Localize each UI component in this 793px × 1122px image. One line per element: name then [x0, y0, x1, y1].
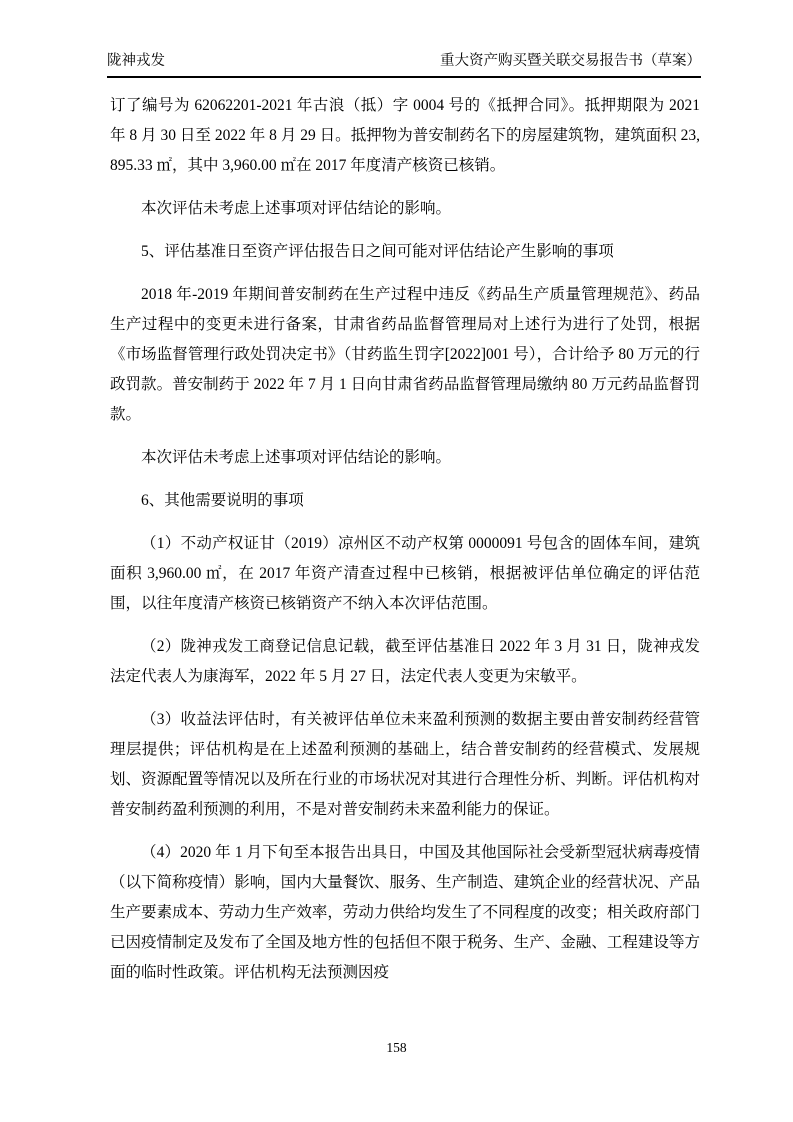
paragraph-continuation: 订了编号为 62062201-2021 年古浪（抵）字 0004 号的《抵押合同》。抵押期限为 2021 年 8 月 30 日至 2022 年 8 月 29 日。抵押物为普安制药名下的房屋建筑物，建筑面积 23,895.33 ㎡，其中 3,960.00 ㎡在 2017 年度清产核资已核销。: [110, 97, 700, 174]
paragraph-item-3: （3）收益法评估时，有关被评估单位未来盈利预测的数据主要由普安制药经营管理层提供；评估机构是在上述盈利预测的基础上，结合普安制药的经营模式、发展规划、资源配置等情况以及所在行业的市场状况对其进行合理性分析、判断。评估机构对普安制药盈利预测的利用，不是对普安制药未来盈利能力的保证。: [110, 711, 700, 818]
page-number: 158: [386, 1040, 407, 1055]
page-footer: [0, 1039, 793, 1057]
paragraph-item-1: （1）不动产权证甘（2019）凉州区不动产权第 0000091 号包含的固体车间，建筑面积 3,960.00 ㎡，在 2017 年资产清查过程中已核销，根据被评估单位确定的评估范围，以往年度清产核资已核销资产不纳入本次评估范围。: [110, 535, 700, 612]
section-heading-5: 5、评估基准日至资产评估报告日之间可能对评估结论产生影响的事项: [141, 243, 614, 260]
paragraph: 本次评估未考虑上述事项对评估结论的影响。: [141, 449, 452, 466]
document-body: [110, 91, 700, 1001]
paragraph: 2018 年-2019 年期间普安制药在生产过程中违反《药品生产质量管理规范》、药品生产过程中的变更未进行备案，甘肃省药品监督管理局对上述行为进行了处罚，根据《市场监督管理行政处罚决定书》（甘药监生罚字[2022]001 号），合计给予 80 万元的行政罚款。普安制药于 2022 年 7 月 1 日向甘肃省药品监督管理局缴纳 80 万元药品监督罚款。: [110, 286, 700, 423]
header-report-title: 重大资产购买暨关联交易报告书（草案）: [440, 53, 701, 69]
paragraph-item-4: （4）2020 年 1 月下旬至本报告出具日，中国及其他国际社会受新型冠状病毒疫情（以下简称疫情）影响，国内大量餐饮、服务、生产制造、建筑企业的经营状况、产品生产要素成本、劳动力生产效率，劳动力供给均发生了不同程度的改变；相关政府部门已因疫情制定及发布了全国及地方性的包括但不限于税务、生产、金融、工程建设等方面的临时性政策。评估机构无法预测因疫: [110, 844, 700, 981]
page-header: [107, 52, 701, 78]
paragraph-item-2: （2）陇神戎发工商登记信息记载，截至评估基准日 2022 年 3 月 31 日，陇神戎发法定代表人为康海军，2022 年 5 月 27 日，法定代表人变更为宋敏平。: [110, 638, 700, 685]
paragraph: 本次评估未考虑上述事项对评估结论的影响。: [141, 200, 452, 217]
header-company-name: 陇神戎发: [107, 53, 165, 69]
section-heading-6: 6、其他需要说明的事项: [141, 492, 304, 509]
